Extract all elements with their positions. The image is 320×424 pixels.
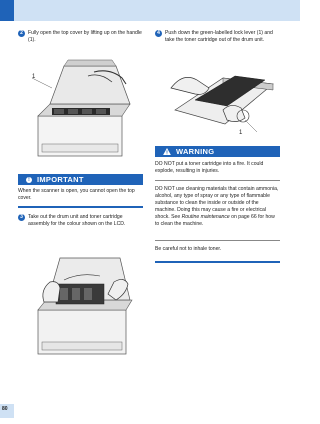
printer-top-cover-open-illustration <box>30 58 142 166</box>
step-text: Fully open the top cover by lifting up on the handle (1). <box>28 30 142 43</box>
toner-lock-lever-illustration <box>165 58 277 140</box>
important-footer-rule <box>18 206 143 208</box>
warning-divider <box>155 180 280 181</box>
callout-label-lock-lever: 1 <box>239 130 243 136</box>
step-3 <box>18 214 143 228</box>
header-band <box>0 0 300 21</box>
warning-title: WARNING <box>176 147 215 156</box>
warning-cleaning-text-part: on page 66 for how to clean the machine. <box>155 214 275 227</box>
warning-cleaning-text-part: DO NOT use cleaning materials that contain ammonia, alcohol, any type of spray or any type of flammable substance to clean the inside or outside of the machine. Doing this may cause a fire or electrical shock. See <box>155 186 279 220</box>
warning-fire-text: DO NOT put a toner cartridge into a fire. It could explode, resulting in injuries. <box>155 161 264 174</box>
routine-maintenance-link[interactable]: Routine maintenance <box>181 214 230 220</box>
important-title: IMPORTANT <box>37 175 84 184</box>
step-number-badge: 4 <box>155 30 162 37</box>
step-text: Take out the drum unit and toner cartridge assembly for the colour shown on the LCD. <box>28 214 126 227</box>
exclamation-icon: ! <box>26 177 32 183</box>
step-number-badge: 2 <box>18 30 25 37</box>
page-number: 80 <box>2 406 8 412</box>
drum-unit-removal-illustration <box>30 250 142 360</box>
warning-inhale-text: Be careful not to inhale toner. <box>155 246 222 252</box>
important-header <box>18 174 143 185</box>
warning-cleaning-text <box>155 186 280 228</box>
step-number-badge: 3 <box>18 214 25 221</box>
step-2 <box>18 30 143 44</box>
warning-triangle-icon <box>163 148 171 155</box>
warning-divider <box>155 240 280 241</box>
header-accent <box>0 0 14 21</box>
important-text: When the scanner is open, you cannot open the top cover. <box>18 188 135 201</box>
warning-footer-rule <box>155 261 280 263</box>
step-4 <box>155 30 280 44</box>
step-text: Push down the green-labelled lock lever (1) and take the toner cartridge out of the drum unit. <box>165 30 273 43</box>
callout-label-top-cover: 1 <box>32 74 36 80</box>
warning-header <box>155 146 280 157</box>
